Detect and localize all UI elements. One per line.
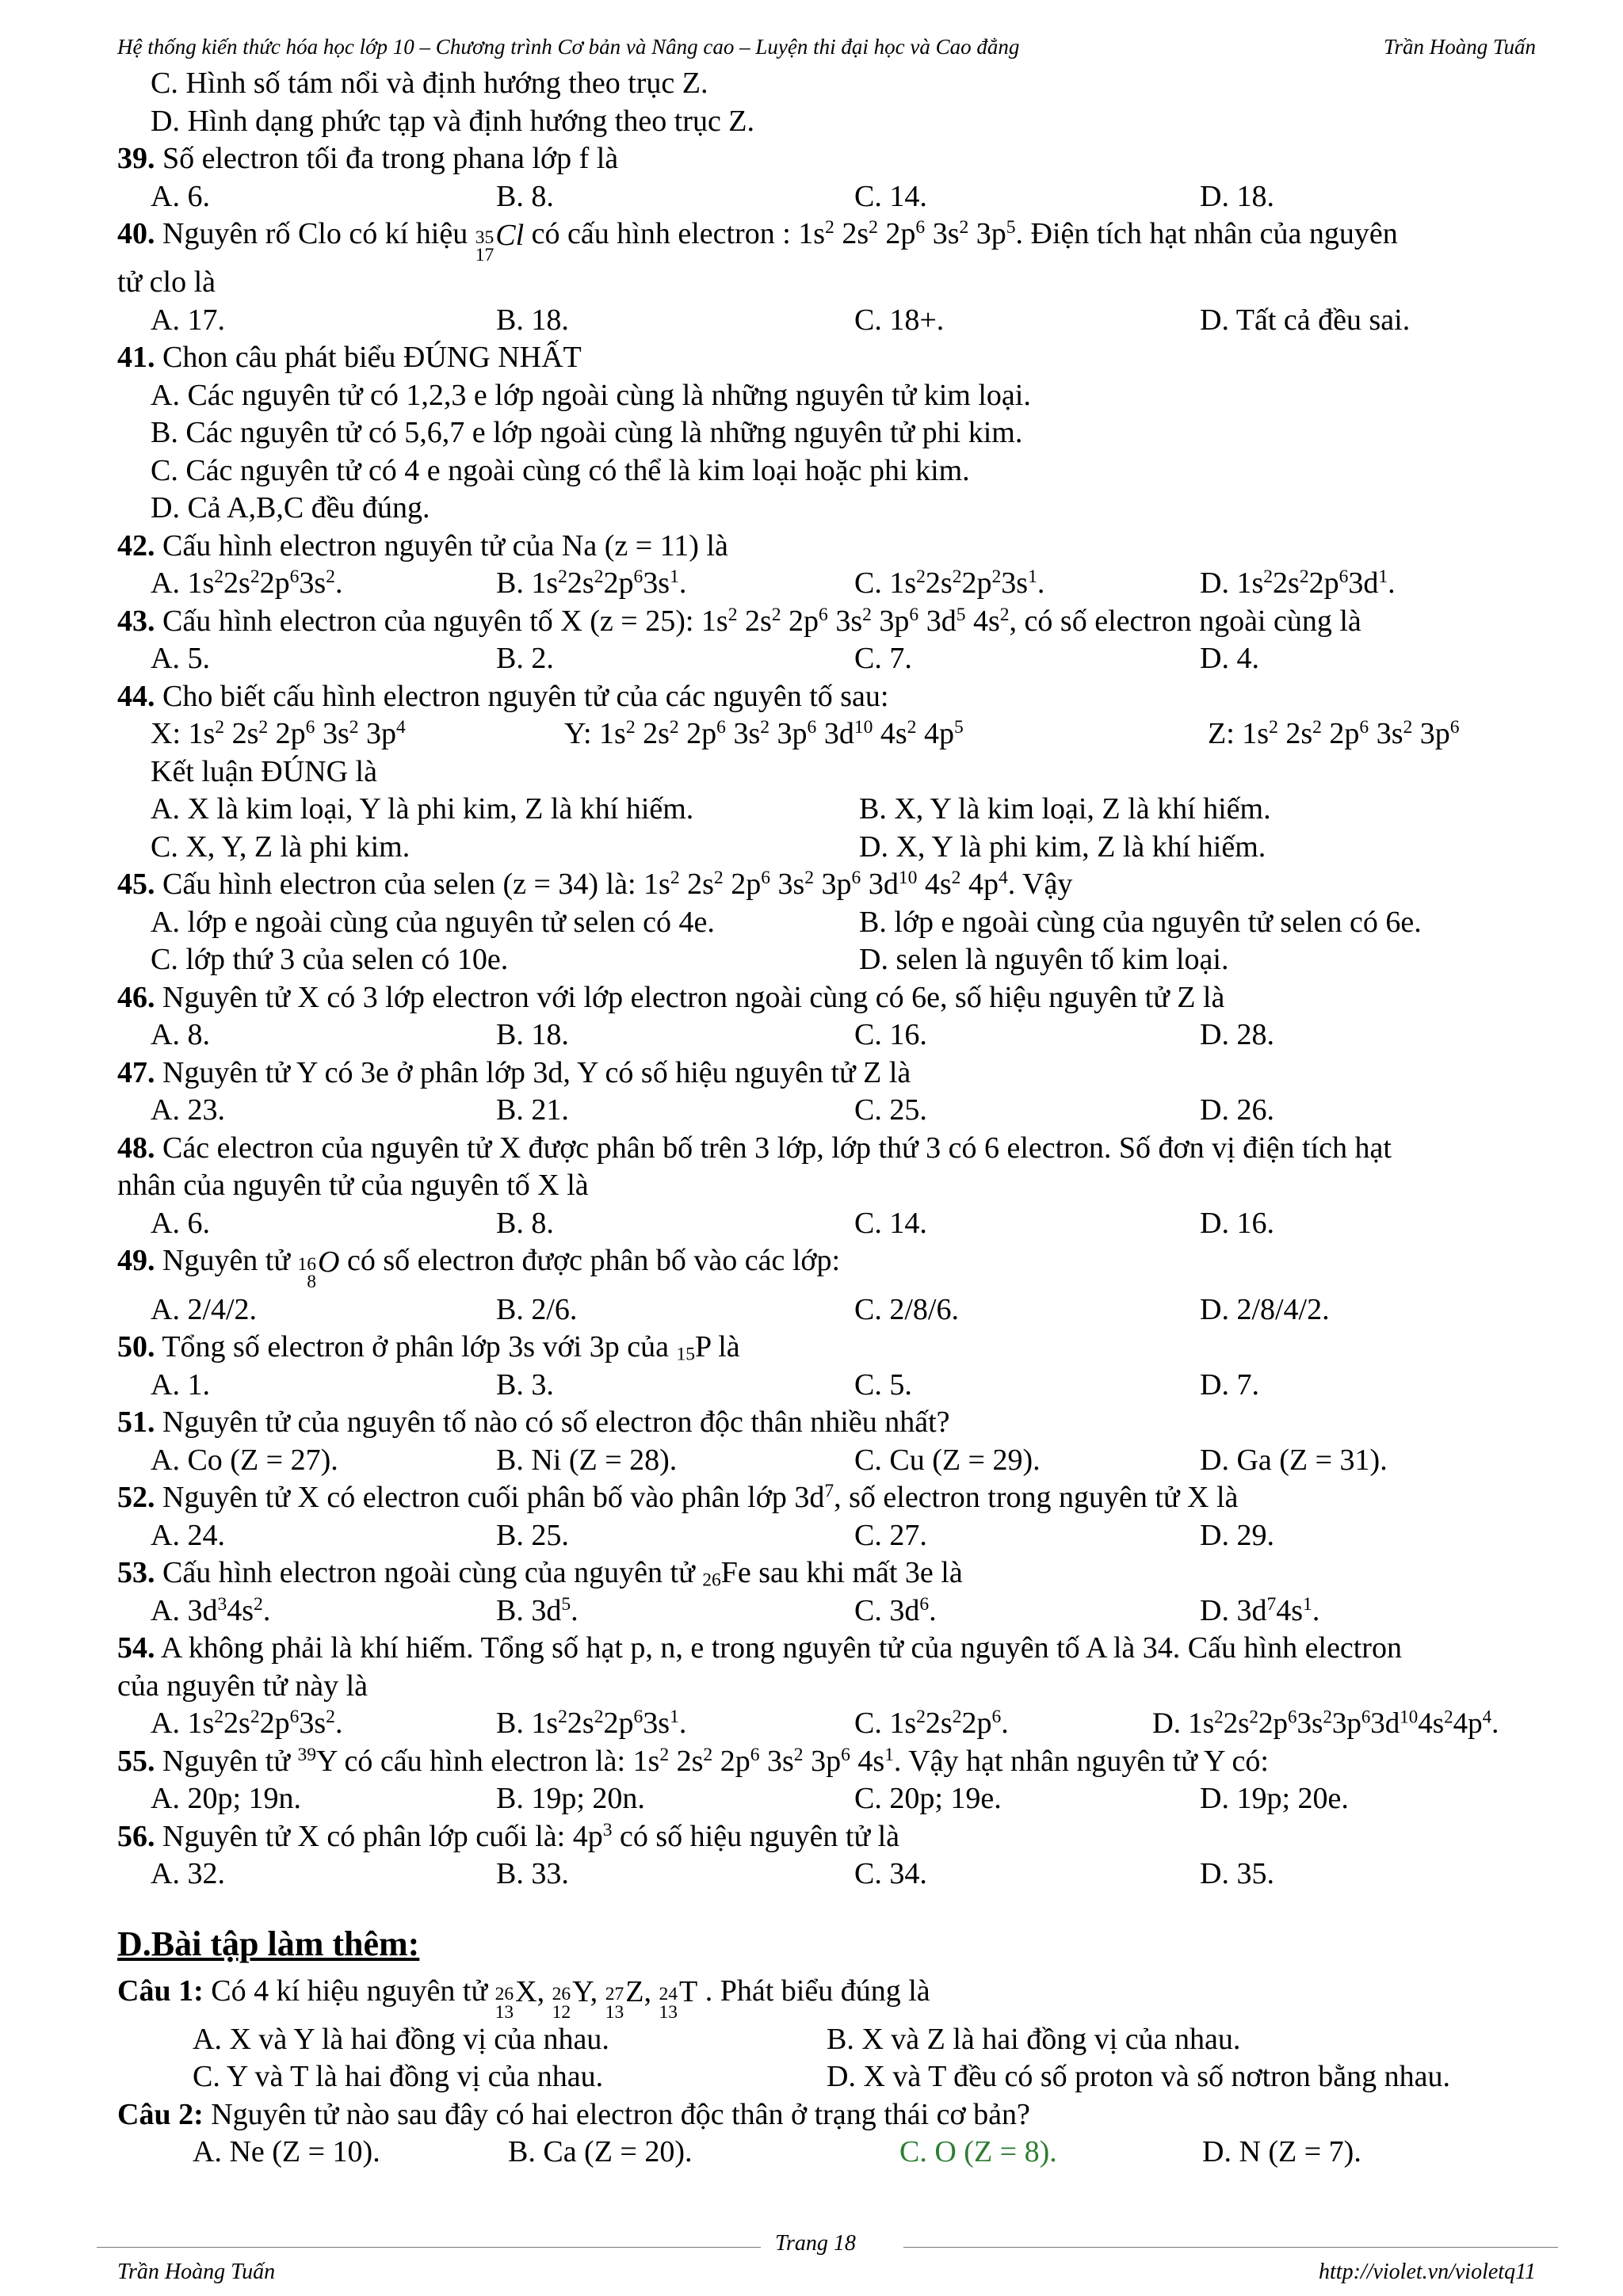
q42-option-a: A. $1s^22s^22p^63s^2$. bbox=[151, 566, 343, 601]
question-40: 40. Nguyên rố Clo có kí hiệu 35 17 Cl có cấu hình electron : $1s^2$ $2s^2$ $2p^6$ $3s^2$ $3p^5$. Điện tích hạt nhân của nguyên bbox=[117, 217, 1398, 265]
cau2-options bbox=[117, 2134, 1544, 2172]
q51-option-d: D. Ga (Z = 31). bbox=[1200, 1443, 1388, 1477]
q41-option-b: B. Các nguyên tử có 5,6,7 e lớp ngoài cùng là những nguyên tử phi kim. bbox=[151, 416, 1023, 450]
q46-option-b: B. 18. bbox=[496, 1018, 569, 1052]
q43-option-d: D. 4. bbox=[1200, 642, 1259, 676]
q47-option-b: B. 21. bbox=[496, 1093, 569, 1127]
q56-option-d: D. 35. bbox=[1200, 1857, 1274, 1891]
q41-option-c: C. Các nguyên tử có 4 e ngoài cùng có thể là kim loại hoặc phi kim. bbox=[151, 453, 970, 487]
q47-options bbox=[117, 1092, 1544, 1130]
q51-option-c: C. Cu (Z = 29). bbox=[854, 1443, 1041, 1477]
q45-option-a: A. lớp e ngoài cùng của nguyên tử selen có 4e. bbox=[151, 905, 715, 939]
q55-option-c: C. 20p; 19e. bbox=[854, 1782, 1002, 1816]
cau1-option-a: A. X và Y là hai đồng vị của nhau. bbox=[193, 2022, 609, 2056]
q39-options bbox=[117, 178, 1544, 216]
q54-option-b: B. $1s^22s^22p^63s^1$. bbox=[496, 1707, 687, 1741]
q55-option-d: D. 19p; 20e. bbox=[1200, 1782, 1349, 1816]
isotope-y: 26 12 Y, bbox=[552, 1975, 598, 2023]
question-46: 46. Nguyên tử X có 3 lớp electron với lớp electron ngoài cùng có 6e, số hiệu nguyên tử Z là bbox=[117, 980, 1225, 1014]
page-content bbox=[117, 65, 1544, 2172]
q49-options bbox=[117, 1291, 1544, 1329]
q44-option-b: B. X, Y là kim loại, Z là khí hiếm. bbox=[859, 792, 1271, 826]
q40-option-d: D. Tất cả đều sai. bbox=[1200, 303, 1411, 337]
cau2-option-a: A. Ne (Z = 10). bbox=[193, 2135, 380, 2169]
q43-options bbox=[117, 640, 1544, 678]
q41-option-d: D. Cả A,B,C đều đúng. bbox=[151, 491, 430, 525]
q50-option-d: D. 7. bbox=[1200, 1367, 1259, 1402]
q49-option-d: D. 2/8/4/2. bbox=[1200, 1292, 1330, 1326]
question-56: 56. Nguyên tử X có phân lớp cuối là: $4p^3$ có số hiệu nguyên tử là bbox=[117, 1819, 900, 1853]
q38-option-c: C. Hình số tám nổi và định hướng theo trục Z. bbox=[151, 67, 708, 100]
q54-option-d: D. $1s^22s^22p^63s^23p^63d^{10}4s^24p^4$. bbox=[1152, 1707, 1499, 1741]
q53-option-b: B. $3d^5$. bbox=[496, 1593, 579, 1627]
q50-option-c: C. 5. bbox=[854, 1367, 912, 1402]
q44-config-z: Z: $1s^2$ $2s^2$ $2p^6$ $3s^2$ $3p^6$ bbox=[1208, 717, 1460, 751]
header-author: Trần Hoàng Tuấn bbox=[1383, 35, 1536, 59]
cau2-option-d: D. N (Z = 7). bbox=[1202, 2135, 1361, 2169]
question-54: 54. A không phải là khí hiếm. Tổng số hạt p, n, e trong nguyên tử của nguyên tố A là 34. Cấu hình electron bbox=[117, 1631, 1402, 1665]
q51-option-a: A. Co (Z = 27). bbox=[151, 1443, 338, 1477]
question-55: 55. Nguyên tử $^{39}$Y có cấu hình electron là: $1s^2$ $2s^2$ $2p^6$ $3s^2$ $3p^6$ $4s^1$. Vậy hạt nhân nguyên tử Y có: bbox=[117, 1744, 1269, 1778]
question-39: 39. Số electron tối đa trong phana lớp f là bbox=[117, 142, 619, 175]
chlorine-symbol: 35 17 Cl bbox=[475, 218, 525, 265]
q52-options bbox=[117, 1517, 1544, 1555]
question-52: 52. Nguyên tử X có electron cuối phân bố vào phân lớp $3d^7$, số electron trong nguyên tử X là bbox=[117, 1481, 1239, 1515]
question-44: 44. Cho biết cấu hình electron nguyên tử của các nguyên tố sau: bbox=[117, 679, 889, 713]
q54-line-2: của nguyên tử này là bbox=[117, 1669, 369, 1703]
cau1-option-d: D. X và T đều có số proton và số nơtron bằng nhau. bbox=[827, 2060, 1451, 2094]
q46-option-d: D. 28. bbox=[1200, 1018, 1274, 1052]
q54-option-a: A. $1s^22s^22p^63s^2$. bbox=[151, 1707, 343, 1741]
q54-options bbox=[117, 1705, 1544, 1743]
q44-config-x: X: $1s^2$ $2s^2$ $2p^6$ $3s^2$ $3p^4$ bbox=[151, 717, 406, 751]
q39-option-b: B. 8. bbox=[496, 179, 554, 213]
q44-options-row-1 bbox=[117, 791, 1544, 829]
question-49: 49. Nguyên tử 16 8 O có số electron được phân bố vào các lớp: bbox=[117, 1244, 841, 1293]
q42-options bbox=[117, 565, 1544, 603]
footer-divider-left bbox=[97, 2247, 761, 2248]
q40-option-c: C. 18+. bbox=[854, 303, 945, 337]
q48-options bbox=[117, 1205, 1544, 1243]
q48-option-b: B. 8. bbox=[496, 1206, 554, 1240]
header-title: Hệ thống kiến thức hóa học lớp 10 – Chương trình Cơ bản và Nâng cao – Luyện thi đại học và Cao đẳng bbox=[117, 35, 1020, 59]
question-45: 45. Cấu hình electron của selen (z = 34) là: $1s^2$ $2s^2$ $2p^6$ $3s^2$ $3p^6$ $3d^{10}$ $4s^2$ $4p^4$. Vậy bbox=[117, 868, 1073, 902]
q50-option-a: A. 1. bbox=[151, 1367, 210, 1402]
q55-option-a: A. 20p; 19n. bbox=[151, 1782, 301, 1816]
q48-line-2: nhân của nguyên tử của nguyên tố X là bbox=[117, 1169, 589, 1203]
q52-option-a: A. 24. bbox=[151, 1518, 225, 1552]
q43-option-c: C. 7. bbox=[854, 642, 912, 676]
cau1-option-b: B. X và Z là hai đồng vị của nhau. bbox=[827, 2022, 1241, 2056]
footer-url: http://violet.vn/violetq11 bbox=[1319, 2260, 1536, 2284]
q39-option-a: A. 6. bbox=[151, 179, 210, 213]
q45-option-d: D. selen là nguyên tố kim loại. bbox=[859, 943, 1229, 977]
q40-options bbox=[117, 302, 1544, 340]
q48-option-d: D. 16. bbox=[1200, 1206, 1274, 1240]
q44-configs bbox=[117, 715, 1544, 753]
q49-option-b: B. 2/6. bbox=[496, 1292, 578, 1326]
page-number: Trang 18 bbox=[775, 2231, 856, 2256]
q50-options bbox=[117, 1367, 1544, 1405]
q41-option-a: A. Các nguyên tử có 1,2,3 e lớp ngoài cùng là những nguyên tử kim loại. bbox=[151, 378, 1031, 412]
oxygen-symbol: 16 8 O bbox=[297, 1245, 340, 1293]
q46-option-a: A. 8. bbox=[151, 1018, 210, 1052]
cau1-option-c: C. Y và T là hai đồng vị của nhau. bbox=[193, 2060, 604, 2094]
footer-author: Trần Hoàng Tuấn bbox=[117, 2260, 276, 2284]
question-48: 48. Các electron của nguyên tử X được phân bố trên 3 lớp, lớp thứ 3 có 6 electron. Số đơn vị điện tích hạt bbox=[117, 1131, 1392, 1165]
q42-option-c: C. $1s^22s^22p^23s^1$. bbox=[854, 566, 1045, 601]
q39-option-d: D. 18. bbox=[1200, 179, 1274, 213]
q44-option-c: C. X, Y, Z là phi kim. bbox=[151, 830, 411, 864]
q48-option-a: A. 6. bbox=[151, 1206, 210, 1240]
footer-divider-right bbox=[903, 2247, 1558, 2248]
q56-option-a: A. 32. bbox=[151, 1857, 225, 1891]
q43-option-b: B. 2. bbox=[496, 642, 554, 676]
q51-options bbox=[117, 1442, 1544, 1480]
q40-line-2: tử clo là bbox=[117, 265, 216, 299]
q45-option-c: C. lớp thứ 3 của selen có 10e. bbox=[151, 943, 509, 977]
q44-option-a: A. X là kim loại, Y là phi kim, Z là khí hiếm. bbox=[151, 792, 694, 826]
q56-option-c: C. 34. bbox=[854, 1857, 927, 1891]
q46-option-c: C. 16. bbox=[854, 1018, 927, 1052]
q50-option-b: B. 3. bbox=[496, 1367, 554, 1402]
cau2-option-b: B. Ca (Z = 20). bbox=[508, 2135, 693, 2169]
q52-option-b: B. 25. bbox=[496, 1518, 569, 1552]
section-title: D.Bài tập làm thêm: bbox=[117, 1924, 420, 1963]
q45-options-row-2 bbox=[117, 941, 1544, 979]
q46-options bbox=[117, 1016, 1544, 1055]
q38-option-d: D. Hình dạng phức tạp và định hướng theo trục Z. bbox=[151, 104, 755, 138]
q40-option-a: A. 17. bbox=[151, 303, 225, 337]
cau1-options-row-1 bbox=[117, 2021, 1544, 2059]
isotope-x: 26 13 X, bbox=[495, 1975, 545, 2023]
q39-option-c: C. 14. bbox=[854, 179, 927, 213]
q45-option-b: B. lớp e ngoài cùng của nguyên tử selen có 6e. bbox=[859, 905, 1422, 939]
q40-option-b: B. 18. bbox=[496, 303, 569, 337]
q44-config-y: Y: $1s^2$ $2s^2$ $2p^6$ $3s^2$ $3p^6$ $3d^{10}$ $4s^2$ $4p^5$ bbox=[564, 717, 964, 751]
q43-option-a: A. 5. bbox=[151, 642, 210, 676]
cau2-option-c: C. O (Z = 8). bbox=[899, 2135, 1057, 2169]
q47-option-c: C. 25. bbox=[854, 1093, 927, 1127]
question-42: 42. Cấu hình electron nguyên tử của Na (z = 11) là bbox=[117, 528, 728, 563]
question-51: 51. Nguyên tử của nguyên tố nào có số electron độc thân nhiều nhất? bbox=[117, 1405, 950, 1440]
isotope-z: 27 13 Z, bbox=[605, 1975, 651, 2023]
q53-option-a: A. $3d^34s^2$. bbox=[151, 1593, 271, 1627]
q44-options-row-2 bbox=[117, 829, 1544, 867]
q53-option-c: C. $3d^6$. bbox=[854, 1593, 937, 1627]
q47-option-d: D. 26. bbox=[1200, 1093, 1274, 1127]
q56-option-b: B. 33. bbox=[496, 1857, 569, 1891]
q56-options bbox=[117, 1855, 1544, 1894]
q48-option-c: C. 14. bbox=[854, 1206, 927, 1240]
q44-option-d: D. X, Y là phi kim, Z là khí hiếm. bbox=[859, 830, 1266, 864]
q45-options-row-1 bbox=[117, 904, 1544, 942]
q49-option-c: C. 2/8/6. bbox=[854, 1292, 959, 1326]
question-53: 53. Cấu hình electron ngoài cùng của nguyên tử $_{26}$Fe sau khi mất 3e là bbox=[117, 1556, 963, 1591]
q44-conclusion-prompt: Kết luận ĐÚNG là bbox=[151, 754, 377, 788]
q51-option-b: B. Ni (Z = 28). bbox=[496, 1443, 678, 1477]
q55-option-b: B. 19p; 20n. bbox=[496, 1782, 645, 1816]
cau1-options-row-2 bbox=[117, 2058, 1544, 2096]
q53-option-d: D. $3d^74s^1$. bbox=[1200, 1593, 1320, 1627]
question-41: 41. Chon câu phát biểu ĐÚNG NHẤT bbox=[117, 341, 582, 375]
q54-option-c: C. $1s^22s^22p^6$. bbox=[854, 1707, 1009, 1741]
question-47: 47. Nguyên tử Y có 3e ở phân lớp 3d, Y có số hiệu nguyên tử Z là bbox=[117, 1055, 911, 1089]
question-43: 43. Cấu hình electron của nguyên tố X (z = 25): $1s^2$ $2s^2$ $2p^6$ $3s^2$ $3p^6$ $3d^5$ $4s^2$, có số electron ngoài cùng là bbox=[117, 604, 1361, 638]
isotope-t: 24 13 T bbox=[659, 1975, 698, 2023]
q55-options bbox=[117, 1780, 1544, 1818]
q53-options bbox=[117, 1592, 1544, 1630]
q47-option-a: A. 23. bbox=[151, 1093, 225, 1127]
question-50: 50. Tổng số electron ở phân lớp 3s với 3p của $_{15}$P là bbox=[117, 1330, 740, 1365]
exercise-2: Câu 2: Nguyên tử nào sau đây có hai electron độc thân ở trạng thái cơ bản? bbox=[117, 2097, 1030, 2131]
q52-option-c: C. 27. bbox=[854, 1518, 927, 1552]
q49-option-a: A. 2/4/2. bbox=[151, 1292, 258, 1326]
q42-option-d: D. $1s^22s^22p^63d^1$. bbox=[1200, 566, 1396, 601]
exercise-1: Câu 1: Có 4 kí hiệu nguyên tử 26 13 X, 26 12 Y, 27 13 Z, 24 13 T . Phát biểu đúng là bbox=[117, 1968, 1544, 2021]
q42-option-b: B. $1s^22s^22p^63s^1$. bbox=[496, 566, 687, 601]
q52-option-d: D. 29. bbox=[1200, 1518, 1274, 1552]
